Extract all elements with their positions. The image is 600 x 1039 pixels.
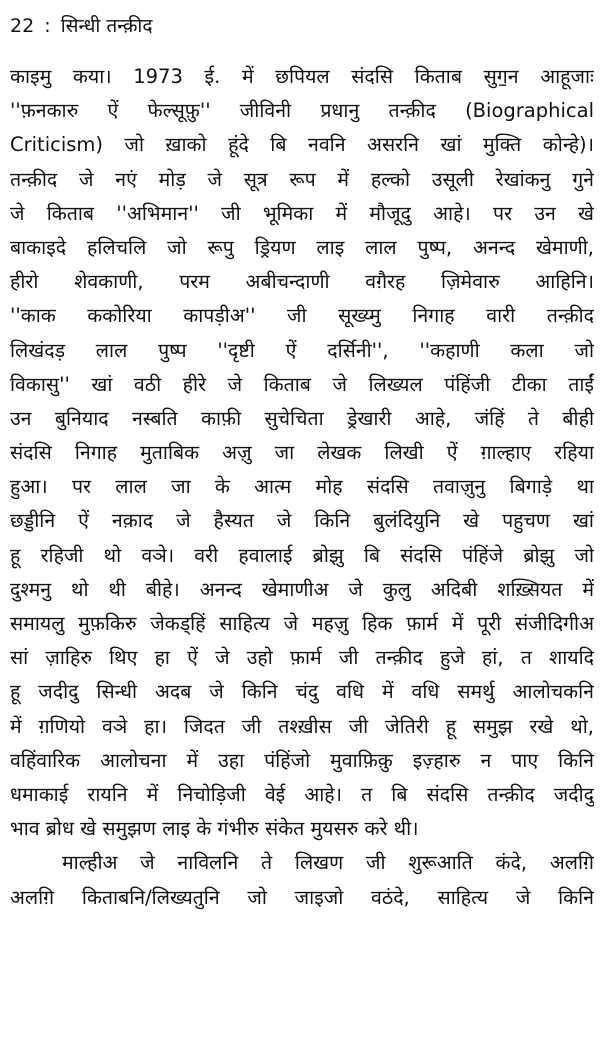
text-line: विकासु'' खां वठी हीरे जे किताब जे लिख्यल पंहिंजी टीका ताईं — [10, 372, 594, 396]
text-line: छड्डीनि ऐं नक़ाद जे हैस्यत जे किनि बुलंदियुनि खे पहुचण खां — [10, 509, 594, 533]
text-line: Criticism) जो ख़ाको हूंदे बि नवनि असरनि खां मुक्ति कोन्हे)। — [10, 133, 594, 157]
text-line: दुश्मनु थो थी बीहे। अनन्द खेमाणीअ जे कुलु अदिबी शख़्सियत में — [10, 577, 594, 601]
paragraph-end-line: भाव ब्रोध खे समुझण लाइ के गंभीरु संकेत मुयसरु करे थी। — [10, 817, 419, 841]
text-line: ''काक ककोरिया कापड़ीअ'' जी सूख्य्मु निगाह वारी तन्क़ीद — [10, 304, 594, 328]
text-line: काइमु कया। 1973 ई. में छपियल संदसि किताब सुग॒न आहूजाः — [10, 65, 594, 88]
text-line: लिखंदड़ लाल पुष्प ''दृष्टी ऐं दर्सिनी'', ''कहाणी कला जो — [10, 338, 594, 362]
text-line: वहिंवारिक आलोचना में उहा पंहिंजो मुवाफ़िक़ु इज़्हारु न पाए किनि — [10, 748, 594, 772]
text-line: धमाकाई रायनि में निचोड़िजी वेई आहे। त बि संदसि तन्क़ीद जदीदु — [10, 782, 594, 806]
body-text — [10, 60, 594, 915]
text-line: हीरो शेवकाणी, परम अबीचन्दाणी वग़ैरह ज़िमेवारु आहिनि। — [10, 270, 594, 294]
header-separator: : — [44, 15, 51, 37]
text-line: तन्क़ीद जे नएं मोड़ जे सूत्र रूप में हल्को उसूली रेखांकनु गुने — [10, 167, 594, 191]
text-line: हुआ। पर लाल जा के आत्म मोह संदसि तवाज़ुनु बिगाड़े था — [10, 475, 594, 499]
text-line: संदसि निगाह मुताबिक अज़ु जा लेखक लिखी ऐं ग़ाल्हाए रहिया — [10, 441, 594, 465]
text-line: हू जदीदु सिन्धी अदब जे किनि चंदु वधि में वधि समर्थु आलोचकनि — [10, 680, 594, 704]
text-line: ''फ़नकारु ऐं फेल्सूफ़ु'' जीविनी प्रधानु तन्क़ीद (Biographical — [10, 99, 594, 123]
text-line: समायलु मुफ़किरु जेकड्हिं साहित्य जे महज़ु हिक फ़ार्म में पूरी संजीदिगीअ — [10, 612, 594, 635]
text-line: हू रहिजी थो वञे। वरी हवालाई ब्रोझु बि संदसि पंहिंजे ब्रोझु जो — [10, 543, 594, 567]
paragraph-start-line: माल्हीअ जे नाविलनि ते लिखण जी शुरूआति कंदे, अलग़ि — [62, 851, 594, 875]
text-line: में ग़णियो वञे हा। जिदत जी तश्ख़ीस जी जेतिरी हू समुझ रखे थो, — [10, 714, 594, 738]
running-title: सिन्धी तन्क़ीद — [60, 15, 153, 37]
running-header — [10, 12, 594, 52]
text-line: सां ज़ाहिरु थिए हा ऐं जे उहो फ़ार्म जी तन्क़ीद हुजे हां, त शायदि — [10, 646, 594, 670]
text-line: अलग़ि किताबनि/लिख्यतुनि जो जाइजो वठंदे, साहित्य जे किनि — [10, 885, 594, 909]
text-line: जे किताब ''अभिमान'' जी भूमिका में मौजूदु आहे। पर उन खे — [10, 201, 594, 225]
text-line: उन बुनियाद नस्बति काफ़ी सुचेचिता ड्रेखारी आहे, जंहिं ते बीही — [10, 406, 594, 430]
text-line: बाकाइदे हलिचलि जो रूपु ड्रियण लाइ लाल पुष्प, अनन्द खेमाणी, — [10, 235, 594, 259]
page-number: 22 — [10, 15, 35, 37]
